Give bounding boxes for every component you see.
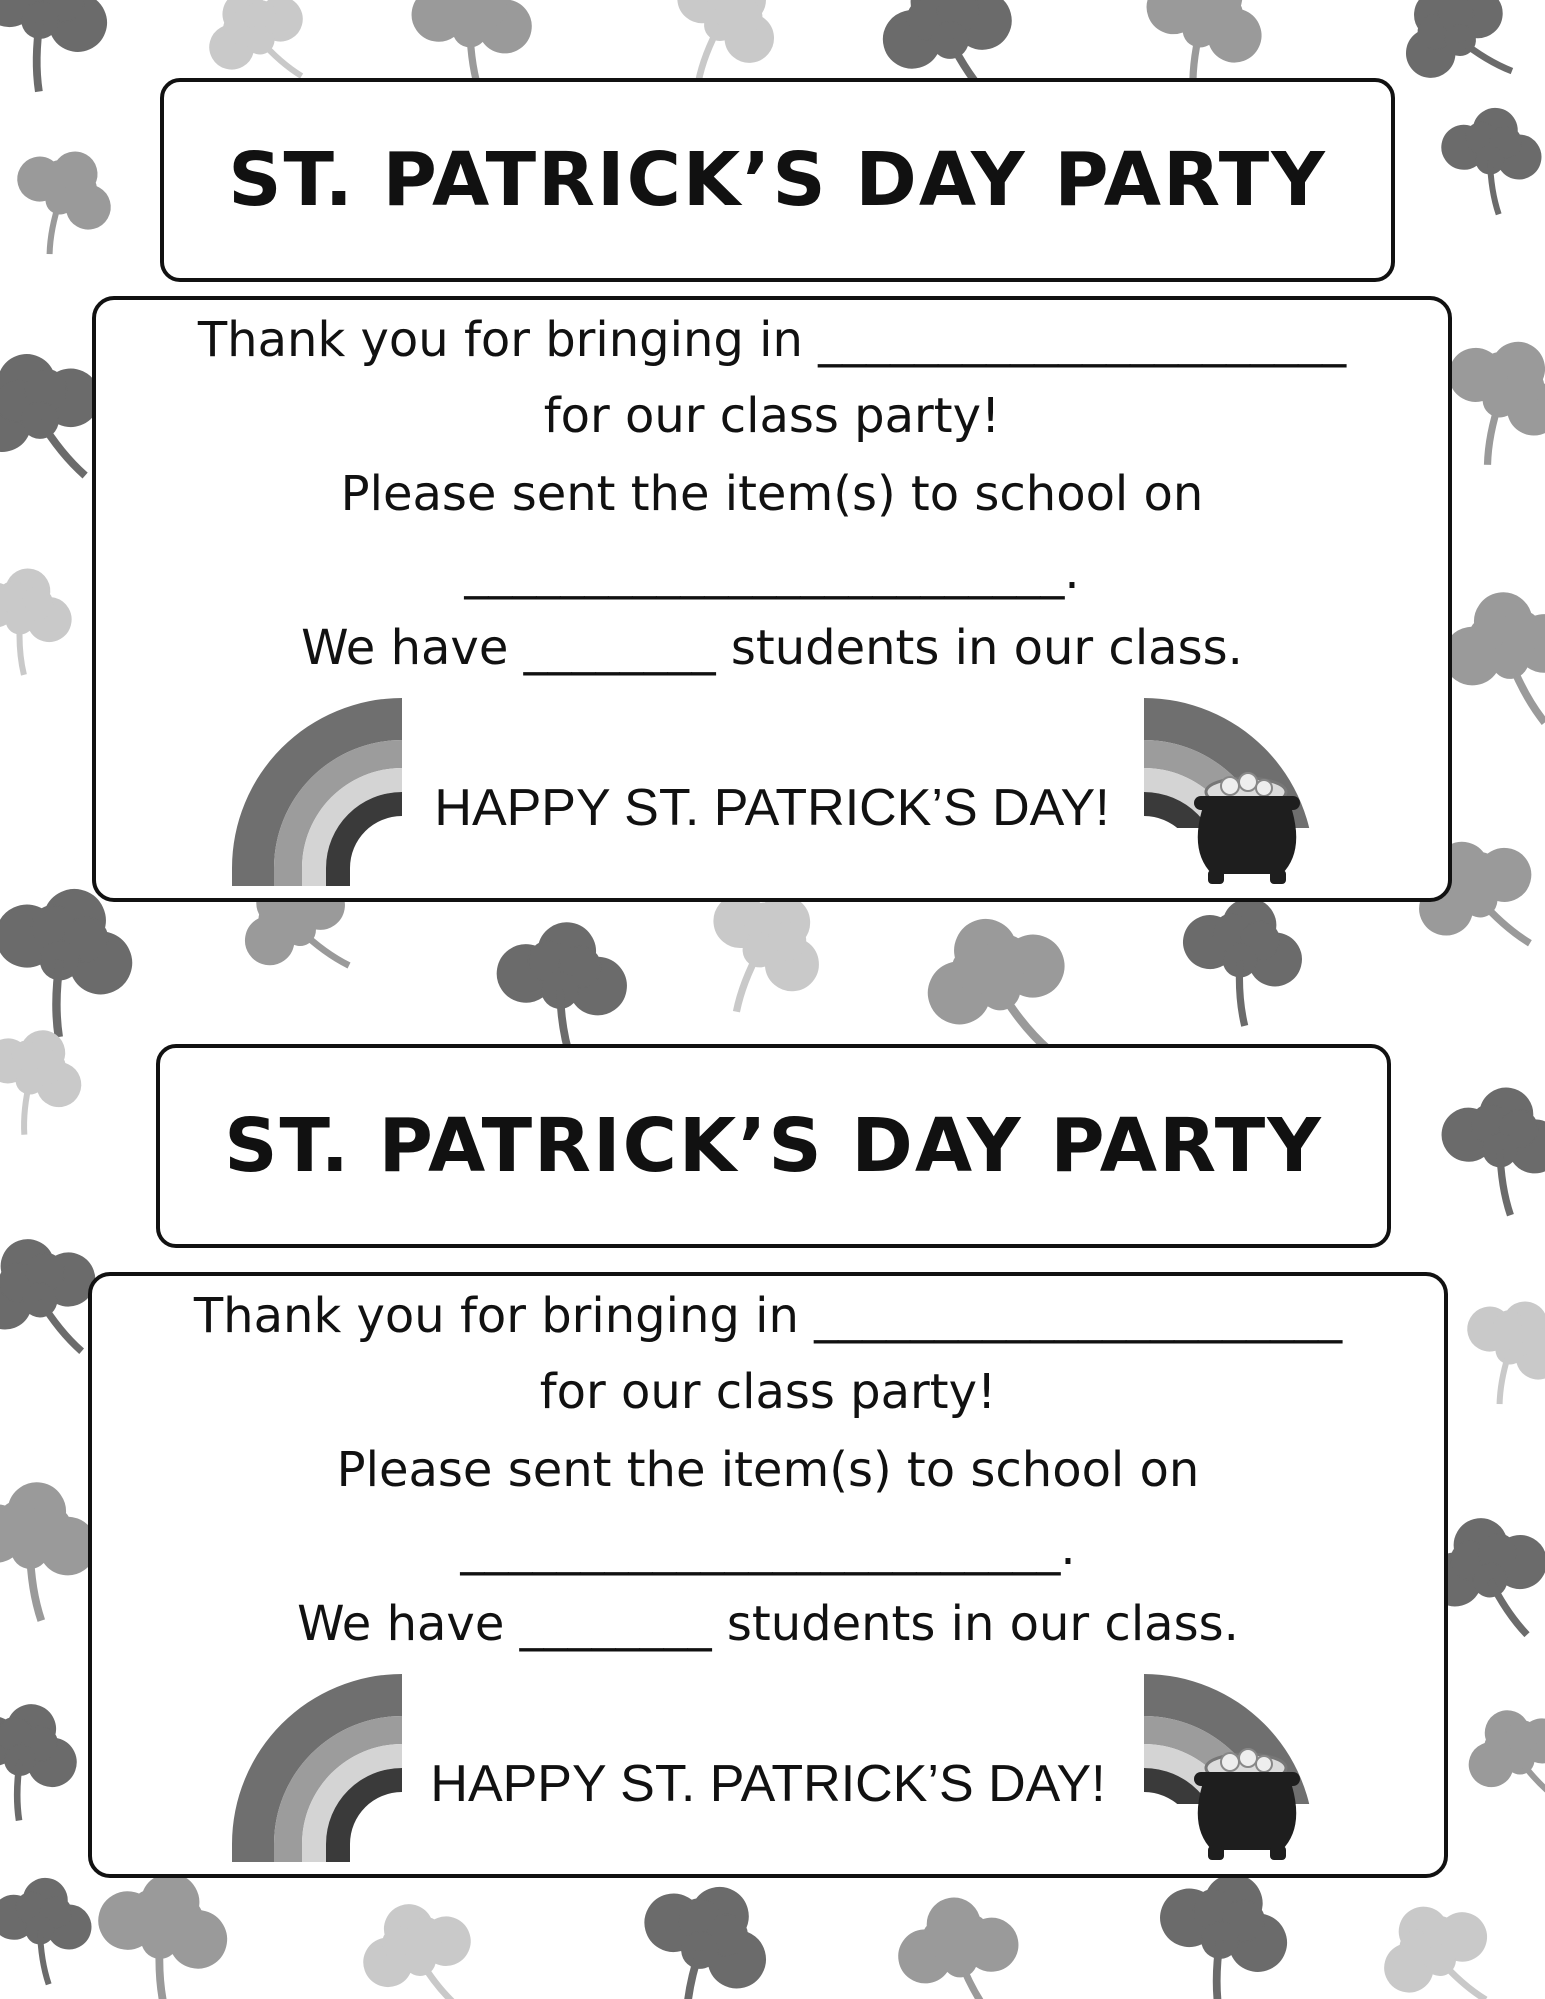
card-2-greeting: HAPPY ST. PATRICK’S DAY!: [430, 1755, 1106, 1813]
card-2-date-blank: _________________________.: [460, 1520, 1076, 1576]
shamrock-icon: [1441, 1280, 1545, 1420]
shamrock-icon: [0, 1870, 98, 1990]
shamrock-icon: [80, 1858, 241, 1999]
card-1-greeting: HAPPY ST. PATRICK’S DAY!: [434, 779, 1110, 837]
card-2-party-line: for our class party!: [539, 1364, 997, 1420]
pot-of-gold-icon: [1186, 1738, 1316, 1868]
shamrock-icon: [1430, 1078, 1545, 1222]
card-1-send-line: Please sent the item(s) to school on: [340, 466, 1204, 522]
shamrock-icon: [1166, 884, 1314, 1036]
shamrock-icon: [1364, 1883, 1516, 1999]
shamrock-icon: [0, 1012, 97, 1149]
shamrock-icon: [1381, 0, 1539, 119]
card-1-students-line: We have ________ students in our class.: [301, 620, 1243, 676]
card-1-body: [92, 296, 1452, 902]
card-1-party-line: for our class party!: [543, 388, 1001, 444]
shamrock-icon: [610, 1859, 790, 1999]
card-2-title-box: [156, 1044, 1391, 1248]
card-1-thank-you-line: Thank you for bringing in ______________________: [197, 312, 1347, 368]
pot-of-gold-icon: [1186, 762, 1316, 892]
shamrock-icon: [349, 1887, 491, 1999]
card-1-date-blank: _________________________.: [464, 544, 1080, 600]
shamrock-icon: [890, 1888, 1030, 1999]
shamrock-icon: [0, 0, 124, 106]
card-1-title: ST. PATRICK’S DAY PARTY: [228, 137, 1327, 223]
card-2-body: [88, 1272, 1448, 1878]
shamrock-icon: [0, 1687, 91, 1832]
card-2-send-line: Please sent the item(s) to school on: [336, 1442, 1200, 1498]
card-2-thank-you-line: Thank you for bringing in ______________________: [193, 1288, 1343, 1344]
shamrock-icon: [0, 130, 129, 270]
shamrock-icon: [1432, 100, 1545, 220]
card-1-title-box: [160, 78, 1395, 282]
card-2-students-line: We have ________ students in our class.: [297, 1596, 1239, 1652]
card-2-title: ST. PATRICK’S DAY PARTY: [224, 1103, 1323, 1189]
shamrock-icon: [0, 557, 82, 683]
shamrock-icon: [1453, 1692, 1545, 1829]
